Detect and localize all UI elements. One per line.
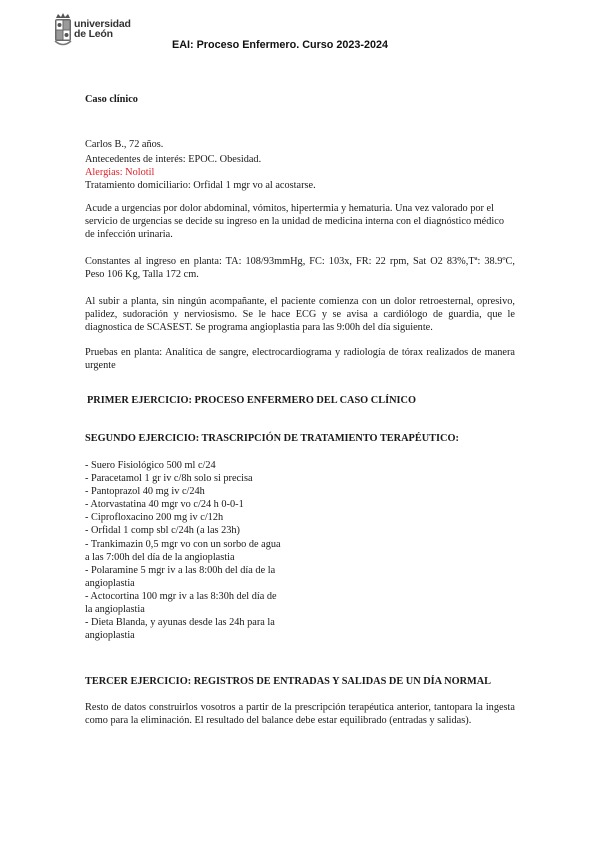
tratamiento-line: Tratamiento domiciliario: Orfidal 1 mgr vo al acostarse. — [85, 180, 316, 191]
pruebas-paragraph: Pruebas en planta: Analítica de sangre, electrocardiograma y radiología de tórax realizados de manera urgente — [85, 347, 515, 371]
ejercicio3-body: Resto de datos construirlos vosotros a partir de la prescripción terapéutica anterior, tantopara la ingesta como para la eliminación. El resultado del balance debe estar equilibrado (entradas y salidas). — [85, 702, 515, 726]
ejercicio2-heading: SEGUNDO EJERCICIO: TRASCRIPCIÓN DE TRATAMIENTO TERAPÉUTICO: — [85, 433, 459, 444]
list-item: - Dieta Blanda, y ayunas desde las 24h para la angioplastia — [85, 617, 275, 642]
list-item: - Suero Fisiológico 500 ml c/24 — [85, 460, 216, 471]
antecedentes-line: Antecedentes de interés: EPOC. Obesidad. — [85, 154, 262, 165]
patient-line: Carlos B., 72 años. — [85, 139, 164, 150]
urgencias-paragraph: Acude a urgencias por dolor abdominal, vómitos, hipertermia y hematuria. Una vez valorado por el servicio de urgencias se decide su ingreso en la unidad de medicina interna con el diagnóstico médico de infección urinaria. — [85, 203, 504, 240]
page-header — [0, 0, 600, 70]
logo-line-2: de León — [74, 28, 113, 40]
ejercicio3-heading: TERCER EJERCICIO: REGISTROS DE ENTRADAS Y SALIDAS DE UN DÍA NORMAL — [85, 676, 492, 687]
list-item: - Polaramine 5 mgr iv a las 8:00h del día de la angioplastia — [85, 564, 276, 589]
list-item: - Trankimazin 0,5 mgr vo con un sorbo de agua a las 7:00h del día de la angioplastia — [85, 538, 281, 563]
list-item: - Actocortina 100 mgr iv a las 8:30h del día de la angioplastia — [85, 590, 277, 616]
list-item: - Pantoprazol 40 mg iv c/24h — [85, 486, 205, 498]
ejercicio1-heading: PRIMER EJERCICIO: PROCESO ENFERMERO DEL CASO CLÍNICO — [87, 395, 416, 406]
planta-paragraph: Al subir a planta, sin ningún acompañante, el paciente comienza con un dolor retroesternal, opresivo, palidez, sudoración y nerviosismo. Se le hace ECG y se avisa a cardiólogo de guardia, que le diagnostica de SCASEST. Se programa angioplastia para las 9:00h del día siguiente. — [85, 296, 515, 333]
university-wordmark — [74, 19, 131, 39]
list-item: - Paracetamol 1 gr iv c/8h solo si precisa — [85, 473, 253, 485]
list-item: - Ciprofloxacino 200 mg iv c/12h — [85, 512, 224, 524]
document-title: EAI: Proceso Enfermero. Curso 2023-2024 — [172, 39, 389, 51]
case-heading: Caso clínico — [85, 94, 138, 105]
constantes-paragraph: Constantes al ingreso en planta: TA: 108/93mmHg, FC: 103x, FR: 22 rpm, Sat O2 83%,Tª: 38.9ºC, Peso 106 Kg, Talla 172 cm. — [85, 256, 515, 280]
list-item: - Orfidal 1 comp sbl c/24h (a las 23h) — [85, 525, 240, 537]
alergias-line: Alergias: Nolotil — [85, 167, 155, 178]
logo-line-1: universidad — [74, 18, 131, 30]
list-item: - Atorvastatina 40 mgr vo c/24 h 0-0-1 — [85, 499, 244, 511]
medication-list — [85, 459, 285, 642]
